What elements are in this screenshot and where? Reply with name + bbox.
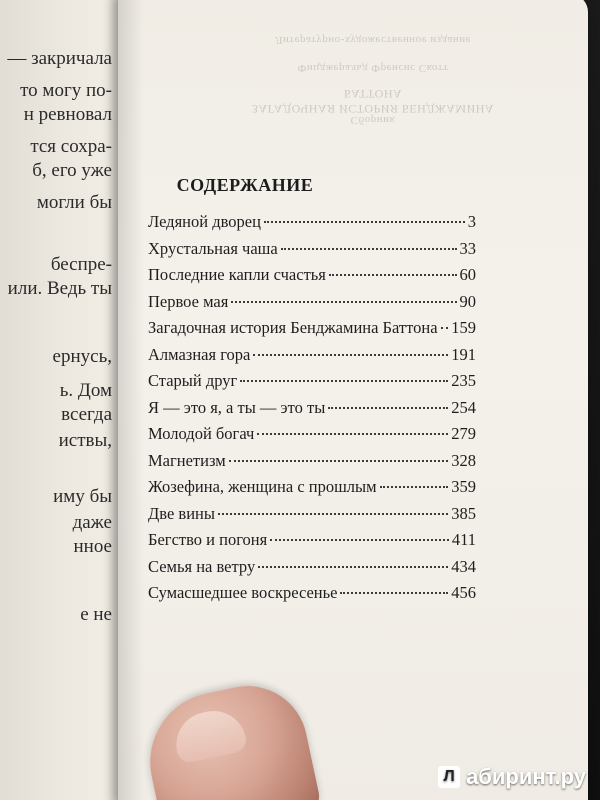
toc-entry	[148, 371, 476, 398]
toc-entry-title: Я — это я, а ты — это ты	[148, 397, 326, 417]
toc-leader-dots	[240, 380, 448, 382]
toc-leader-dots	[264, 221, 465, 223]
toc-leader-dots	[441, 327, 449, 329]
bleed-through-line: ЗАГАДОЧНАЯ ИСТОРИЯ БЕНДЖАМИНА БАТТОНА	[251, 87, 495, 116]
toc-heading: СОДЕРЖАНИЕ	[176, 175, 314, 195]
toc-entry-title: Старый друг	[148, 371, 238, 390]
toc-entry-title: Ледяной дворец	[148, 212, 261, 231]
toc-entry-page: 159	[451, 318, 476, 337]
left-page-line: иствы,	[58, 430, 112, 451]
toc-entry-page: 385	[451, 503, 476, 523]
toc-entry	[148, 292, 476, 319]
toc-leader-dots	[281, 248, 457, 250]
toc-leader-dots	[231, 301, 456, 303]
toc-entry	[148, 239, 476, 266]
toc-leader-dots	[329, 274, 457, 276]
left-page-line: иму бы	[53, 486, 112, 507]
toc-entry-title: Семья на ветру	[148, 556, 256, 576]
bleed-through-line: Сборник	[350, 114, 396, 126]
toc-entry	[148, 398, 476, 425]
toc-entry-page: 235	[451, 371, 476, 390]
toc-entry-title: Алмазная гора	[148, 344, 251, 364]
toc-entry-page: 434	[451, 556, 476, 576]
left-page-line: е не	[80, 604, 112, 625]
toc-entry-page: 60	[459, 265, 476, 284]
toc-entry	[148, 345, 476, 372]
toc-entry-title: Молодой богач	[148, 424, 255, 443]
left-page-line: беспре-	[50, 254, 112, 275]
toc-entry	[148, 318, 476, 345]
page-gutter-shadow	[118, 0, 144, 800]
toc-entry-page: 3	[467, 212, 476, 231]
bleed-through-line: Литературно-художественное издание	[274, 34, 472, 46]
left-page	[0, 0, 121, 800]
toc-entry-title: Две вины	[148, 503, 215, 523]
toc-entry-page: 279	[451, 424, 476, 443]
toc-leader-dots	[328, 407, 448, 409]
toc-leader-dots	[253, 354, 448, 356]
left-page-line: нное	[73, 536, 112, 557]
left-page-line: тся сохра-	[30, 136, 112, 157]
toc-leader-dots	[229, 460, 449, 462]
left-page-line: даже	[72, 512, 112, 533]
left-page-line: н ревновал	[23, 104, 112, 125]
left-page-line: могли бы	[36, 192, 112, 213]
left-page-line: ернусь,	[52, 346, 112, 367]
toc-entry-page: 359	[451, 477, 476, 496]
toc-entry-page: 328	[451, 450, 476, 470]
toc-entry-page: 254	[451, 397, 476, 417]
toc-entry	[148, 212, 476, 239]
toc-entry	[148, 504, 476, 531]
toc-entry	[148, 530, 476, 557]
labirint-logo-icon: Л	[438, 766, 460, 788]
toc-leader-dots	[340, 592, 448, 594]
toc-entry	[148, 424, 476, 451]
toc-leader-dots	[258, 566, 448, 568]
left-page-line: или. Ведь ты	[7, 278, 112, 299]
toc-entry	[148, 477, 476, 504]
bleed-through-line: Фицджеральд Френсис Скотт	[297, 62, 449, 74]
left-page-line: б, его уже	[32, 160, 112, 181]
left-page-line: — закричала	[7, 48, 112, 69]
left-page-line: то могу по-	[20, 80, 112, 101]
toc-entry-page: 456	[451, 583, 476, 602]
toc-entry-title: Сумасшедшее воскресенье	[148, 583, 338, 602]
toc-entry	[148, 557, 476, 584]
toc-leader-dots	[270, 539, 449, 541]
toc-entry-title: Бегство и погоня	[148, 530, 268, 549]
toc-entry-page: 191	[451, 344, 476, 364]
toc-list	[148, 212, 476, 610]
watermark-text: абиринт.ру	[466, 764, 586, 789]
toc-entry-title: Первое мая	[148, 291, 229, 311]
left-page-line: всегда	[61, 404, 112, 425]
left-page-line: ь. Дом	[59, 380, 112, 401]
toc-leader-dots	[257, 433, 448, 435]
toc-leader-dots	[380, 486, 449, 488]
toc-entry-title: Последние капли счастья	[148, 265, 326, 284]
toc-entry-page: 90	[459, 291, 476, 311]
toc-entry-title: Хрустальная чаша	[148, 238, 278, 258]
toc-entry	[148, 451, 476, 478]
toc-entry	[148, 583, 476, 610]
toc-leader-dots	[218, 513, 448, 515]
thumbnail	[170, 705, 248, 765]
toc-entry	[148, 265, 476, 292]
toc-entry-page: 411	[451, 530, 476, 549]
toc-entry-page: 33	[459, 238, 476, 258]
toc-entry-title: Загадочная история Бенджамина Баттона	[148, 318, 438, 337]
toc-entry-title: Жозефина, женщина с прошлым	[148, 477, 377, 496]
watermark	[438, 764, 586, 790]
toc-entry-title: Магнетизм	[148, 450, 226, 470]
